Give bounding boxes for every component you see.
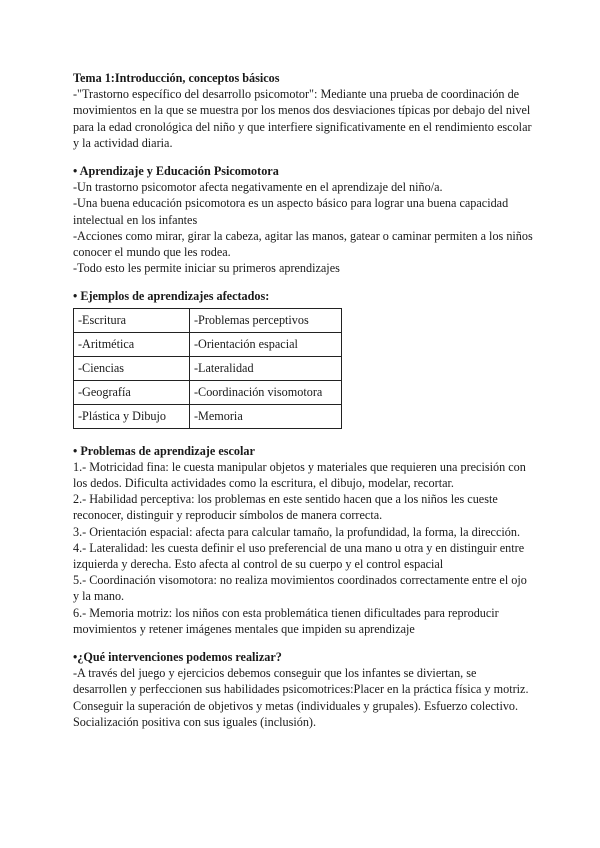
- problem-item: 3.- Orientación espacial: afecta para calcular tamaño, la profundidad, la forma, la dirección.: [73, 524, 520, 539]
- aprendizaje-line: -Acciones como mirar, girar la cabeza, agitar las manos, gatear o caminar permiten a los niños conocer el mundo que les rodea.: [73, 228, 533, 260]
- table-row: [74, 404, 342, 428]
- section-heading-aprendizaje: • Aprendizaje y Educación Psicomotora: [73, 164, 279, 179]
- table-cell: -Problemas perceptivos: [190, 308, 342, 332]
- problem-item: 5.- Coordinación visomotora: no realiza movimientos coordinados correctamente entre el ojo y la mano.: [73, 573, 527, 604]
- table-cell: -Memoria: [190, 404, 342, 428]
- section-ejemplos: [73, 288, 533, 428]
- section-aprendizaje: [73, 163, 533, 276]
- table-cell: -Coordinación visomotora: [190, 380, 342, 404]
- examples-table: [73, 308, 342, 429]
- intervenciones-text: -A través del juego y ejercicios debemos conseguir que los infantes se diviertan, se desarrollen y perfeccionen sus habilidades psicomotrices:Placer en la práctica física y motriz. Conseguir la superación de objetivos y metas (individuales y grupales). Esfuerzo colectivo. Socialización positiva con sus iguales (inclusión).: [73, 666, 529, 729]
- aprendizaje-line: -Un trastorno psicomotor afecta negativamente en el aprendizaje del niño/a.: [73, 180, 443, 195]
- table-row: [74, 380, 342, 404]
- table-cell: -Aritmética: [74, 332, 190, 356]
- table-cell: -Geografía: [74, 380, 190, 404]
- table-cell: -Ciencias: [74, 356, 190, 380]
- section-heading-ejemplos: • Ejemplos de aprendizajes afectados:: [73, 289, 270, 304]
- section-problemas: [73, 443, 533, 637]
- section-heading-intervenciones: •¿Qué intervenciones podemos realizar?: [73, 650, 282, 665]
- table-cell: -Orientación espacial: [190, 332, 342, 356]
- document-page: [73, 70, 533, 730]
- problem-item: 4.- Lateralidad: les cuesta definir el uso preferencial de una mano u otra y en distinguir entre izquierda y derecha. Esto afecta al control de su cuerpo y el control espacial: [73, 540, 525, 572]
- topic-definition: -"Trastorno específico del desarrollo psicomotor": Mediante una prueba de coordinación de movimientos en la que se muestra por los menos dos desviaciones típicas por debajo del nivel para la edad cronológica del niño y que interfiere significativamente en el rendimiento escolar y la actividad diaria.: [73, 87, 532, 150]
- aprendizaje-line: -Una buena educación psicomotora es un aspecto básico para lograr una buena capacidad intelectual en los infantes: [73, 196, 509, 227]
- problem-item: 6.- Memoria motriz: los niños con esta problemática tienen dificultades para reproducir movimientos y retener imágenes mentales que impiden su aprendizaje: [73, 605, 499, 636]
- section-intervenciones: [73, 649, 533, 730]
- table-row: [74, 332, 342, 356]
- section-heading-problemas: • Problemas de aprendizaje escolar: [73, 443, 255, 458]
- topic-title: Tema 1:Introducción, conceptos básicos: [73, 71, 280, 85]
- table-cell: -Escritura: [74, 308, 190, 332]
- problem-item: 1.- Motricidad fina: le cuesta manipular objetos y materiales que requieren una precisión con los dedos. Dificulta actividades como la escritura, el dibujo, modelar, recortar.: [73, 459, 526, 491]
- problem-item: 2.- Habilidad perceptiva: los problemas en este sentido hacen que a los niños les cueste reconocer, distinguir y reproducir símbolos de manera correcta.: [73, 492, 498, 523]
- aprendizaje-line: -Todo esto les permite iniciar su primeros aprendizajes: [73, 261, 340, 276]
- table-row: [74, 308, 342, 332]
- table-cell: -Lateralidad: [190, 356, 342, 380]
- table-cell: -Plástica y Dibujo: [74, 404, 190, 428]
- table-row: [74, 356, 342, 380]
